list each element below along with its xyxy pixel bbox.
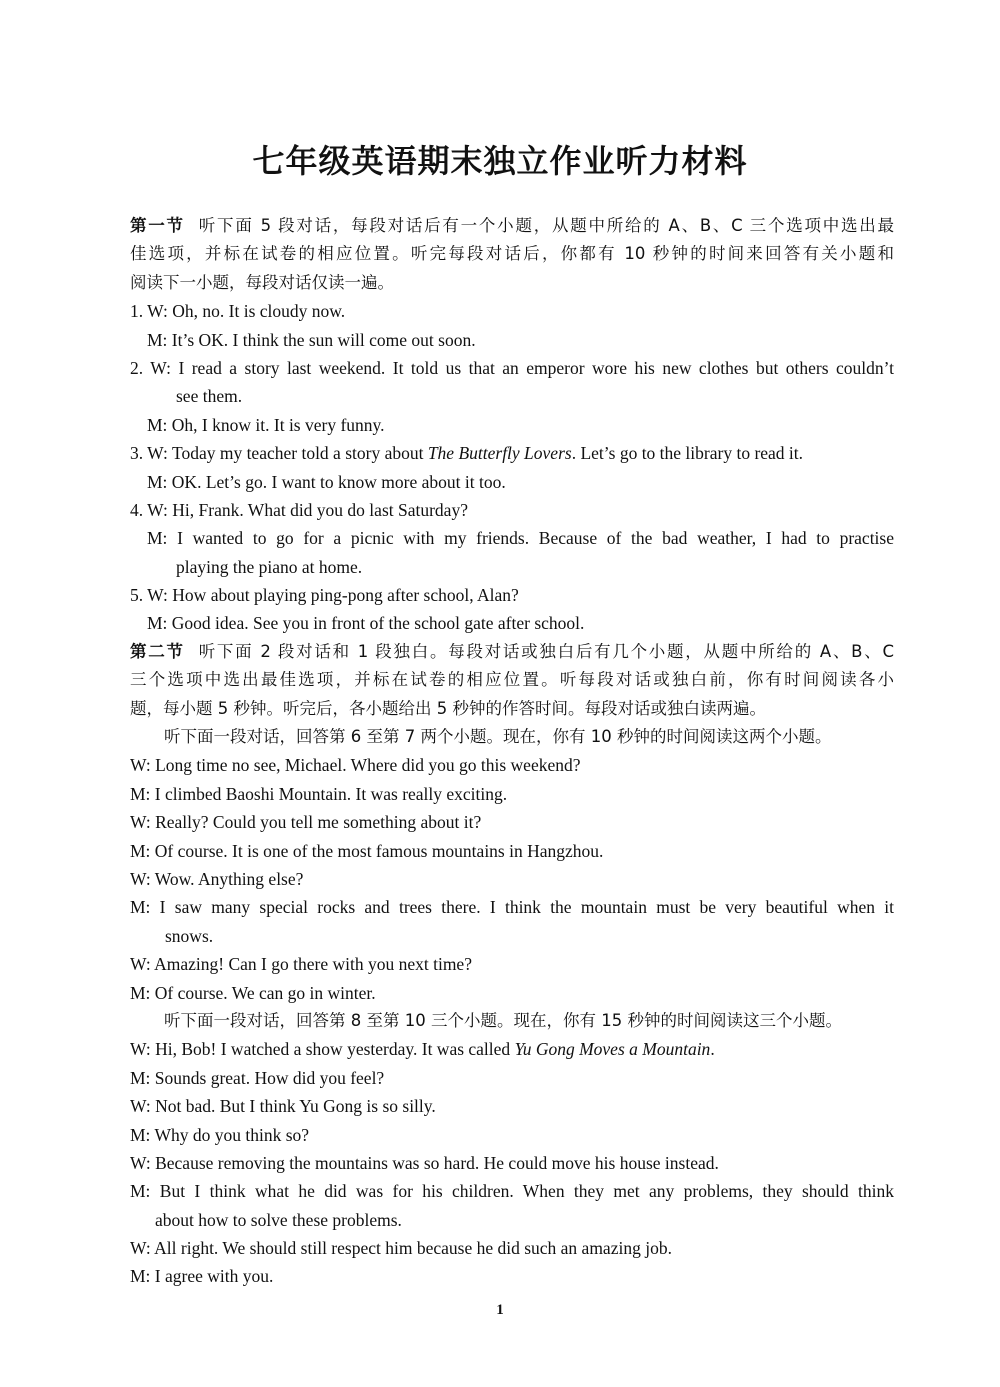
conv-line: W: Wow. Anything else? [130,868,304,889]
section1-text: 听下面 5 段对话，每段对话后有一个小题，从题中所给的 A、B、C 三个选项中选出最 [198,216,894,235]
section2-text: 听下面 2 段对话和 1 段独白。每段对话或独白后有几个小题，从题中所给的 A、B、C [198,641,894,661]
dialog-line: see them. [176,386,243,407]
section2-line [130,638,894,666]
conv-line: M: I agree with you. [130,1266,274,1287]
conv-line: M: I climbed Baoshi Mountain. It was really exciting. [130,783,508,804]
dialog-line: 2. W: I read a story last weekend. It told us that an emperor wore his new clothes but others couldn’t [130,357,894,378]
show-title: Yu Gong Moves a Mountain [514,1039,711,1060]
section2-line: 三个选项中选出最佳选项，并标在试卷的相应位置。听每段对话或独白前，你有时间阅读各小 [130,670,894,690]
conv-line: M: Why do you think so? [130,1124,310,1145]
conv-line: M: Sounds great. How did you feel? [130,1067,385,1088]
conv-line: M: Of course. We can go in winter. [130,982,376,1003]
section1-line [130,212,894,240]
dialog-line: M: I wanted to go for a picnic with my friends. Because of the bad weather, I had to practise [147,528,894,549]
section1-label: 第一节 [130,216,185,235]
dialog-line: M: Oh, I know it. It is very funny. [147,414,385,435]
conv-line: W: Hi, Bob! I watched a show yesterday. It was called Yu Gong Moves a Mountain. [130,1039,715,1060]
conv-line: M: But I think what he did was for his children. When they met any problems, they should think [130,1181,894,1202]
page-number: 1 [496,1302,504,1318]
dialog-line: M: Good idea. See you in front of the school gate after school. [147,613,585,634]
dialog-line: 3. W: Today my teacher told a story about The Butterfly Lovers. Let’s go to the library to read it. [130,443,804,464]
dialog-line: 5. W: How about playing ping-pong after school, Alan? [130,585,519,606]
page-title: 七年级英语期末独立作业听力材料 [252,142,748,180]
book-title: The Butterfly Lovers [427,443,572,464]
conv-line: W: Amazing! Can I go there with you next time? [130,954,472,975]
section1-line: 阅读下一小题，每段对话仅读一遍。 [130,272,394,292]
conv-line: W: Really? Could you tell me something about it? [130,812,482,833]
document-body [130,212,894,1291]
dialog-line: M: OK. Let’s go. I want to know more about it too. [147,471,506,492]
conv-line: W: Not bad. But I think Yu Gong is so silly. [130,1096,436,1117]
conv-line: W: Long time no see, Michael. Where did you go this weekend? [130,755,581,776]
conv-line: W: All right. We should still respect him because he did such an amazing job. [130,1238,672,1259]
dialog-line: playing the piano at home. [176,556,363,577]
dialog-line: M: It’s OK. I think the sun will come out soon. [147,329,476,350]
dialog-line: 4. W: Hi, Frank. What did you do last Saturday? [130,499,468,520]
section2-line: 题，每小题 5 秒钟。听完后，各小题给出 5 秒钟的作答时间。每段对话或独白读两遍。 [130,698,766,718]
dialog-line: 1. W: Oh, no. It is cloudy now. [130,301,346,322]
section2-intro: 听下面一段对话，回答第 8 至第 10 三个小题。现在，你有 15 秒钟的时间阅读这三个小题。 [164,1010,842,1030]
conv-line: W: Because removing the mountains was so hard. He could move his house instead. [130,1152,719,1173]
conv-line: about how to solve these problems. [155,1209,402,1230]
conv-line: M: Of course. It is one of the most famous mountains in Hangzhou. [130,840,604,861]
section2-intro: 听下面一段对话，回答第 6 至第 7 两个小题。现在，你有 10 秒钟的时间阅读这两个小题。 [164,727,832,747]
conv-line: snows. [165,925,214,946]
section2-label: 第二节 [130,641,185,661]
conv-line: M: I saw many special rocks and trees there. I think the mountain must be very beautiful when it [130,897,894,918]
section1-line: 佳选项，并标在试卷的相应位置。听完每段对话后，你都有 10 秒钟的时间来回答有关小题和 [130,244,894,264]
